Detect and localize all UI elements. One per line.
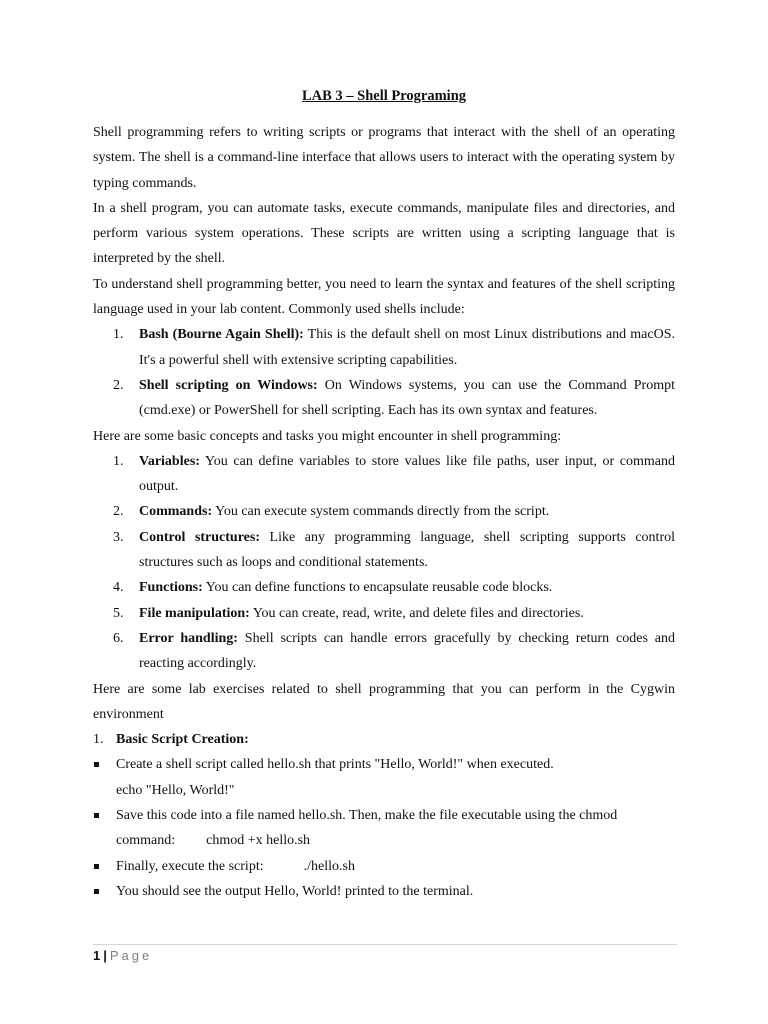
list-item-term: Bash (Bourne Again Shell): xyxy=(139,327,304,343)
list-item-text: On Windows systems, you can use the Command Prompt (cmd.exe) or PowerShell for shell scripting. Each has its own syntax and features. xyxy=(139,377,675,419)
list-item-text: You can create, read, write, and delete files and directories. xyxy=(249,605,584,621)
list-item: 3. Control structures: Like any programming language, shell scripting supports control structures such as loops and conditional statements. xyxy=(113,529,675,571)
list-item-text: This is the default shell on most Linux distributions and macOS. It's a powerful shell with extensive scripting capabilities. xyxy=(139,327,675,368)
square-bullet-icon xyxy=(94,864,99,869)
list-item: 2. Commands: You can execute system commands directly from the script. xyxy=(113,504,550,520)
square-bullet-icon xyxy=(94,889,99,894)
list-item-text: Shell scripts can handle errors gracefully by checking return codes and reacting accordingly. xyxy=(139,630,675,672)
code-line: echo "Hello, World!" xyxy=(116,782,235,798)
list-item-term: Functions: xyxy=(139,580,203,596)
page-label: Page xyxy=(109,948,153,963)
step-text: Create a shell script called hello.sh that prints "Hello, World!" when executed. xyxy=(116,757,554,773)
list-item-term: Variables: xyxy=(139,453,200,469)
list-item: 5. File manipulation: You can create, read, write, and delete files and directories. xyxy=(113,605,584,621)
exercise-heading-text: Basic Script Creation: xyxy=(116,732,249,748)
page-footer xyxy=(93,947,152,965)
step-text: Finally, execute the script: xyxy=(116,858,264,874)
list-item-term: File manipulation: xyxy=(139,605,250,621)
list-item xyxy=(93,854,675,879)
code-inline: ./hello.sh xyxy=(303,858,355,874)
list-item: 2. Shell scripting on Windows: On Windows systems, you can use the Command Prompt (cmd.exe) or PowerShell for shell scripting. Each has its own syntax and features. xyxy=(113,377,675,419)
list-item-term: Control structures: xyxy=(139,529,261,545)
footer-divider xyxy=(93,944,677,945)
code-inline: chmod +x hello.sh xyxy=(206,833,311,849)
square-bullet-icon xyxy=(94,762,99,767)
list-item xyxy=(93,752,675,803)
document-body xyxy=(93,120,675,904)
square-bullet-icon xyxy=(94,813,99,818)
list-item-text: You can define variables to store values like file paths, user input, or command output. xyxy=(139,453,675,495)
list-item-term: Shell scripting on Windows: xyxy=(139,377,318,393)
list-item xyxy=(93,879,675,904)
exercise-steps xyxy=(93,752,675,904)
list-item-text: Like any programming language, shell scripting supports control structures such as loops and conditional statements. xyxy=(139,529,675,571)
list-item: 1. Variables: You can define variables to store values like file paths, user input, or command output. xyxy=(113,453,675,495)
intro-paragraph-1: Shell programming refers to writing scripts or programs that interact with the shell of an operating system. The shell is a command-line interface that allows users to interact with the operating system by typing commands. xyxy=(93,125,675,191)
list-item: 4. Functions: You can define functions to encapsulate reusable code blocks. xyxy=(113,580,553,596)
list-item-text: You can define functions to encapsulate reusable code blocks. xyxy=(202,580,553,596)
exercise-heading: 1. Basic Script Creation: xyxy=(93,732,249,748)
page-title: LAB 3 – Shell Programing xyxy=(301,88,467,104)
list-item: 6. Error handling: Shell scripts can handle errors gracefully by checking return codes and reacting accordingly. xyxy=(113,630,675,672)
list-item-term: Error handling: xyxy=(139,630,238,646)
step-text: You should see the output Hello, World! printed to the terminal. xyxy=(116,883,474,899)
intro-paragraph-2: In a shell program, you can automate tasks, execute commands, manipulate files and directories, and perform various system operations. These scripts are written using a scripting language that is interpreted by the shell. xyxy=(93,200,675,267)
concepts-intro: Here are some basic concepts and tasks you might encounter in shell programming: xyxy=(93,428,562,444)
shells-list xyxy=(93,322,675,423)
list-item-term: Commands: xyxy=(139,504,213,520)
footer-separator: | xyxy=(103,948,107,963)
list-item: 1. Bash (Bourne Again Shell): This is the default shell on most Linux distributions and macOS. It's a powerful shell with extensive scripting capabilities. xyxy=(113,327,675,368)
step-text: Save this code into a file named hello.sh. Then, make the file executable using the chmod command: xyxy=(116,808,618,849)
list-item xyxy=(93,803,675,854)
page-number: 1 xyxy=(93,948,101,963)
exercises-intro: Here are some lab exercises related to shell programming that you can perform in the Cygwin environment xyxy=(93,681,675,722)
intro-paragraph-3: To understand shell programming better, you need to learn the syntax and features of the shell scripting language used in your lab content. Commonly used shells include: xyxy=(93,276,675,318)
list-item-text: You can execute system commands directly from the script. xyxy=(212,504,550,520)
concepts-list xyxy=(93,449,675,677)
